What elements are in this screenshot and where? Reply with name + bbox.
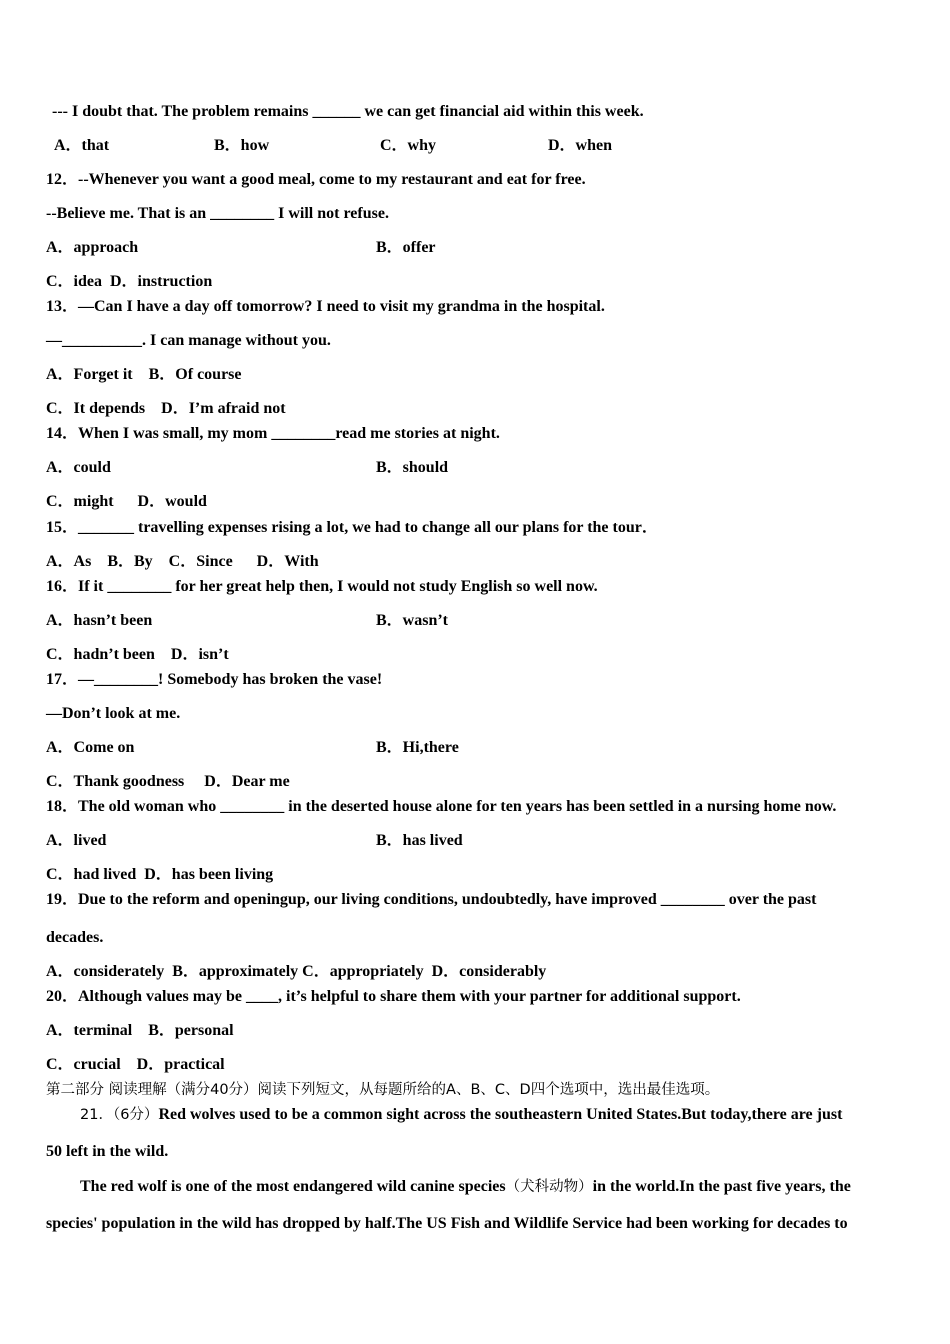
q21-line2: 50 left in the wild. <box>46 1143 169 1160</box>
q18-option-a[interactable]: A．lived <box>46 832 107 849</box>
q20-option-ab[interactable]: A．terminal B．personal <box>46 1022 234 1039</box>
q13-reply: —__________. I can manage without you. <box>46 332 331 349</box>
q18-stem: 18．The old woman who ________ in the deserted house alone for ten years has been settled in a nursing home now. <box>46 798 837 815</box>
q18-option-cd[interactable]: C．had lived D．has been living <box>46 866 274 883</box>
q13-option-cd[interactable]: C．It depends D．I’m afraid not <box>46 400 286 417</box>
q21-line1 <box>80 1105 842 1125</box>
q12-option-b[interactable]: B．offer <box>376 239 436 256</box>
q15-stem: 15．_______ travelling expenses rising a lot, we had to change all our plans for the tour． <box>46 519 658 536</box>
passage-line2: species' population in the wild has dropped by half.The US Fish and Wildlife Service had been working for decades to <box>46 1215 848 1232</box>
passage-text-a: The red wolf is one of the most endangered wild canine species <box>80 1178 506 1195</box>
q16-option-cd[interactable]: C．hadn’t been D．isn’t <box>46 646 229 663</box>
q14-option-a[interactable]: A．could <box>46 459 111 476</box>
q16-option-a[interactable]: A．hasn’t been <box>46 612 153 629</box>
q14-option-cd[interactable]: C．might D．would <box>46 493 207 510</box>
q21-text: Red wolves used to be a common sight across the southeastern United States.But today,there are just <box>158 1106 843 1123</box>
q16-stem: 16．If it ________ for her great help then, I would not study English so well now. <box>46 578 598 595</box>
q15-options[interactable]: A．As B．By C．Since D．With <box>46 553 319 570</box>
q20-option-cd[interactable]: C．crucial D．practical <box>46 1056 225 1073</box>
q13-option-ab[interactable]: A．Forget it B．Of course <box>46 366 242 383</box>
passage-text-b: in the world.In the past five years, the <box>592 1178 851 1195</box>
q12-option-cd[interactable]: C．idea D．instruction <box>46 273 213 290</box>
q18-option-b[interactable]: B．has lived <box>376 832 463 849</box>
q17-option-b[interactable]: B．Hi,there <box>376 739 459 756</box>
q19-stem: 19．Due to the reform and openingup, our living conditions, undoubtedly, have improved ________ over the past <box>46 891 817 908</box>
q12-option-a[interactable]: A．approach <box>46 239 139 256</box>
q11-stem: --- I doubt that. The problem remains ______ we can get financial aid within this week. <box>52 103 644 120</box>
q11-option-b[interactable]: B．how <box>214 137 270 154</box>
q19-stem-cont: decades. <box>46 929 104 946</box>
q17-stem: 17．—________! Somebody has broken the vase! <box>46 671 383 688</box>
q14-option-b[interactable]: B．should <box>376 459 449 476</box>
part2-heading: 第二部分 阅读理解（满分40分）阅读下列短文，从每题所给的A、B、C、D四个选项中，选出最佳选项。 <box>46 1082 720 1098</box>
passage-gloss: （犬科动物） <box>505 1179 593 1195</box>
q13-stem: 13．—Can I have a day off tomorrow? I need to visit my grandma in the hospital. <box>46 298 605 315</box>
q21-number: 21．（6分） <box>80 1107 159 1123</box>
q12-stem: 12．--Whenever you want a good meal, come to my restaurant and eat for free. <box>46 171 586 188</box>
passage-line1 <box>80 1177 851 1197</box>
q17-option-cd[interactable]: C．Thank goodness D．Dear me <box>46 773 290 790</box>
q11-option-c[interactable]: C．why <box>380 137 437 154</box>
q14-stem: 14．When I was small, my mom ________read me stories at night. <box>46 425 500 442</box>
q11-option-a[interactable]: A．that <box>54 137 110 154</box>
q16-option-b[interactable]: B．wasn’t <box>376 612 449 629</box>
q17-option-a[interactable]: A．Come on <box>46 739 135 756</box>
q17-reply: —Don’t look at me. <box>46 705 181 722</box>
q11-option-d[interactable]: D．when <box>548 137 613 154</box>
q12-reply: --Believe me. That is an ________ I will not refuse. <box>46 205 389 222</box>
q19-options[interactable]: A．considerately B．approximately C．appropriately D．considerably <box>46 963 547 980</box>
q20-stem: 20．Although values may be ____, it’s helpful to share them with your partner for additional support. <box>46 988 741 1005</box>
